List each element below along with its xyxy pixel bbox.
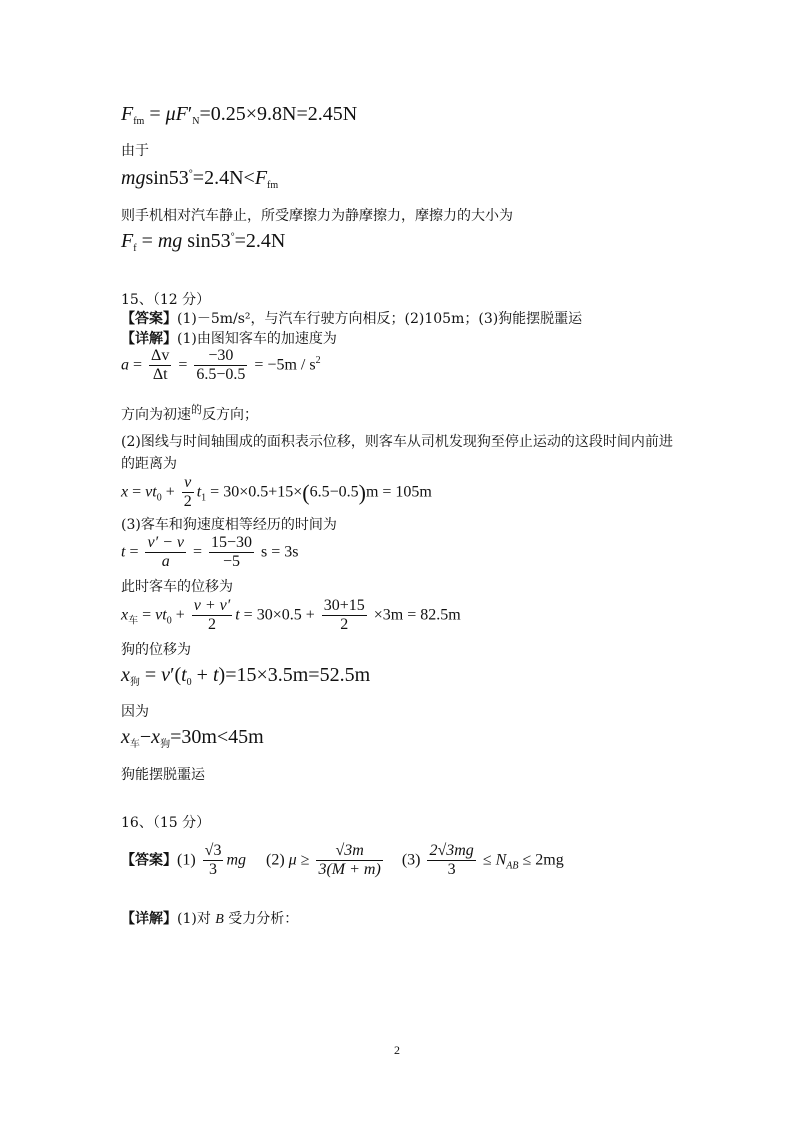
q15-part3-b: 此时客车的位移为 [121,579,233,595]
eq1-rhs: =0.25×9.8N=2.45N [199,103,358,125]
page-number: 2 [394,1043,400,1057]
equation-mg-sin: $mgsin53^\circ=2.4N<F_{fm}$ [121,167,279,191]
q15-conclusion: 狗能摆脱噩运 [121,767,205,783]
q15-heading: 15、（12 分） [121,292,211,308]
q15-direction: 方向为初速$^的$反方向； [121,403,258,423]
q16-detail: 【详解】(1)对 B 受力分析： [121,911,299,927]
q15-part3-c: 狗的位移为 [121,642,191,658]
equation-car-displacement: $x_车 = vt_0$ + $\frac{v + v'}{2}$ t = 30×0.5 + $\frac{30+15}{2}$ ×3m = 82.5m [121,597,461,634]
q15-part3: (3)客车和狗速度相等经历的时间为 [121,517,337,533]
q15-part2-a: (2)图线与时间轴围成的面积表示位移，则客车从司机发现狗至停止运动的这段时间内前进 [121,434,673,450]
text-static-friction: 则手机相对汽车静止，所受摩擦力为静摩擦力，摩擦力的大小为 [121,208,513,224]
q15-answer: 【答案】(1)－5m/s²，与汽车行驶方向相反；(2)105m；(3)狗能摆脱噩运 [121,311,583,327]
equation-displacement: $x = vt_0$ + $\frac{v}{2}$ $t_1 = 30\times 0.5+15\times(6.5-0.5)m = 105m$ [121,474,432,511]
q15-part2-b: 的距离为 [121,456,177,472]
q16-answer: 【答案】(1) $\frac{√3}{3}$ mg (2) μ ≥ $\frac{√3m}{3(M + m)}$ (3) $\frac{2√3mg}{3}$ ≤ $N_{AB} \le 2mg$ [121,842,564,879]
equation-time: t = $\frac{v' - v}{a}$ = $\frac{15-30}{-5}$ s = 3s [121,534,299,571]
equation-acceleration: a = $\frac{\Delta v}{\Delta t}$ = $\frac{-30}{6.5-0.5}$ = $-5m / s^2$ [121,347,321,384]
equation-dog-displacement: $x_狗 = v'(t_0 + t)=15\times 3.5m=52.5m$ [121,664,371,688]
q15-because: 因为 [121,704,149,720]
equation-friction-value: $F_f$ = mg sin53°=2.4N [121,230,286,254]
q15-detail-1: 【详解】(1)由图知客车的加速度为 [121,331,337,347]
text-youyu: 由于 [121,143,149,159]
equation-friction-max: $F_{fm} = \mu F'_N=0.25\times 9.8N=2.45N$ [121,103,358,127]
equation-difference: $x_车-x_狗=30m<45m$ [121,726,264,750]
q16-heading: 16、（15 分） [121,815,211,831]
